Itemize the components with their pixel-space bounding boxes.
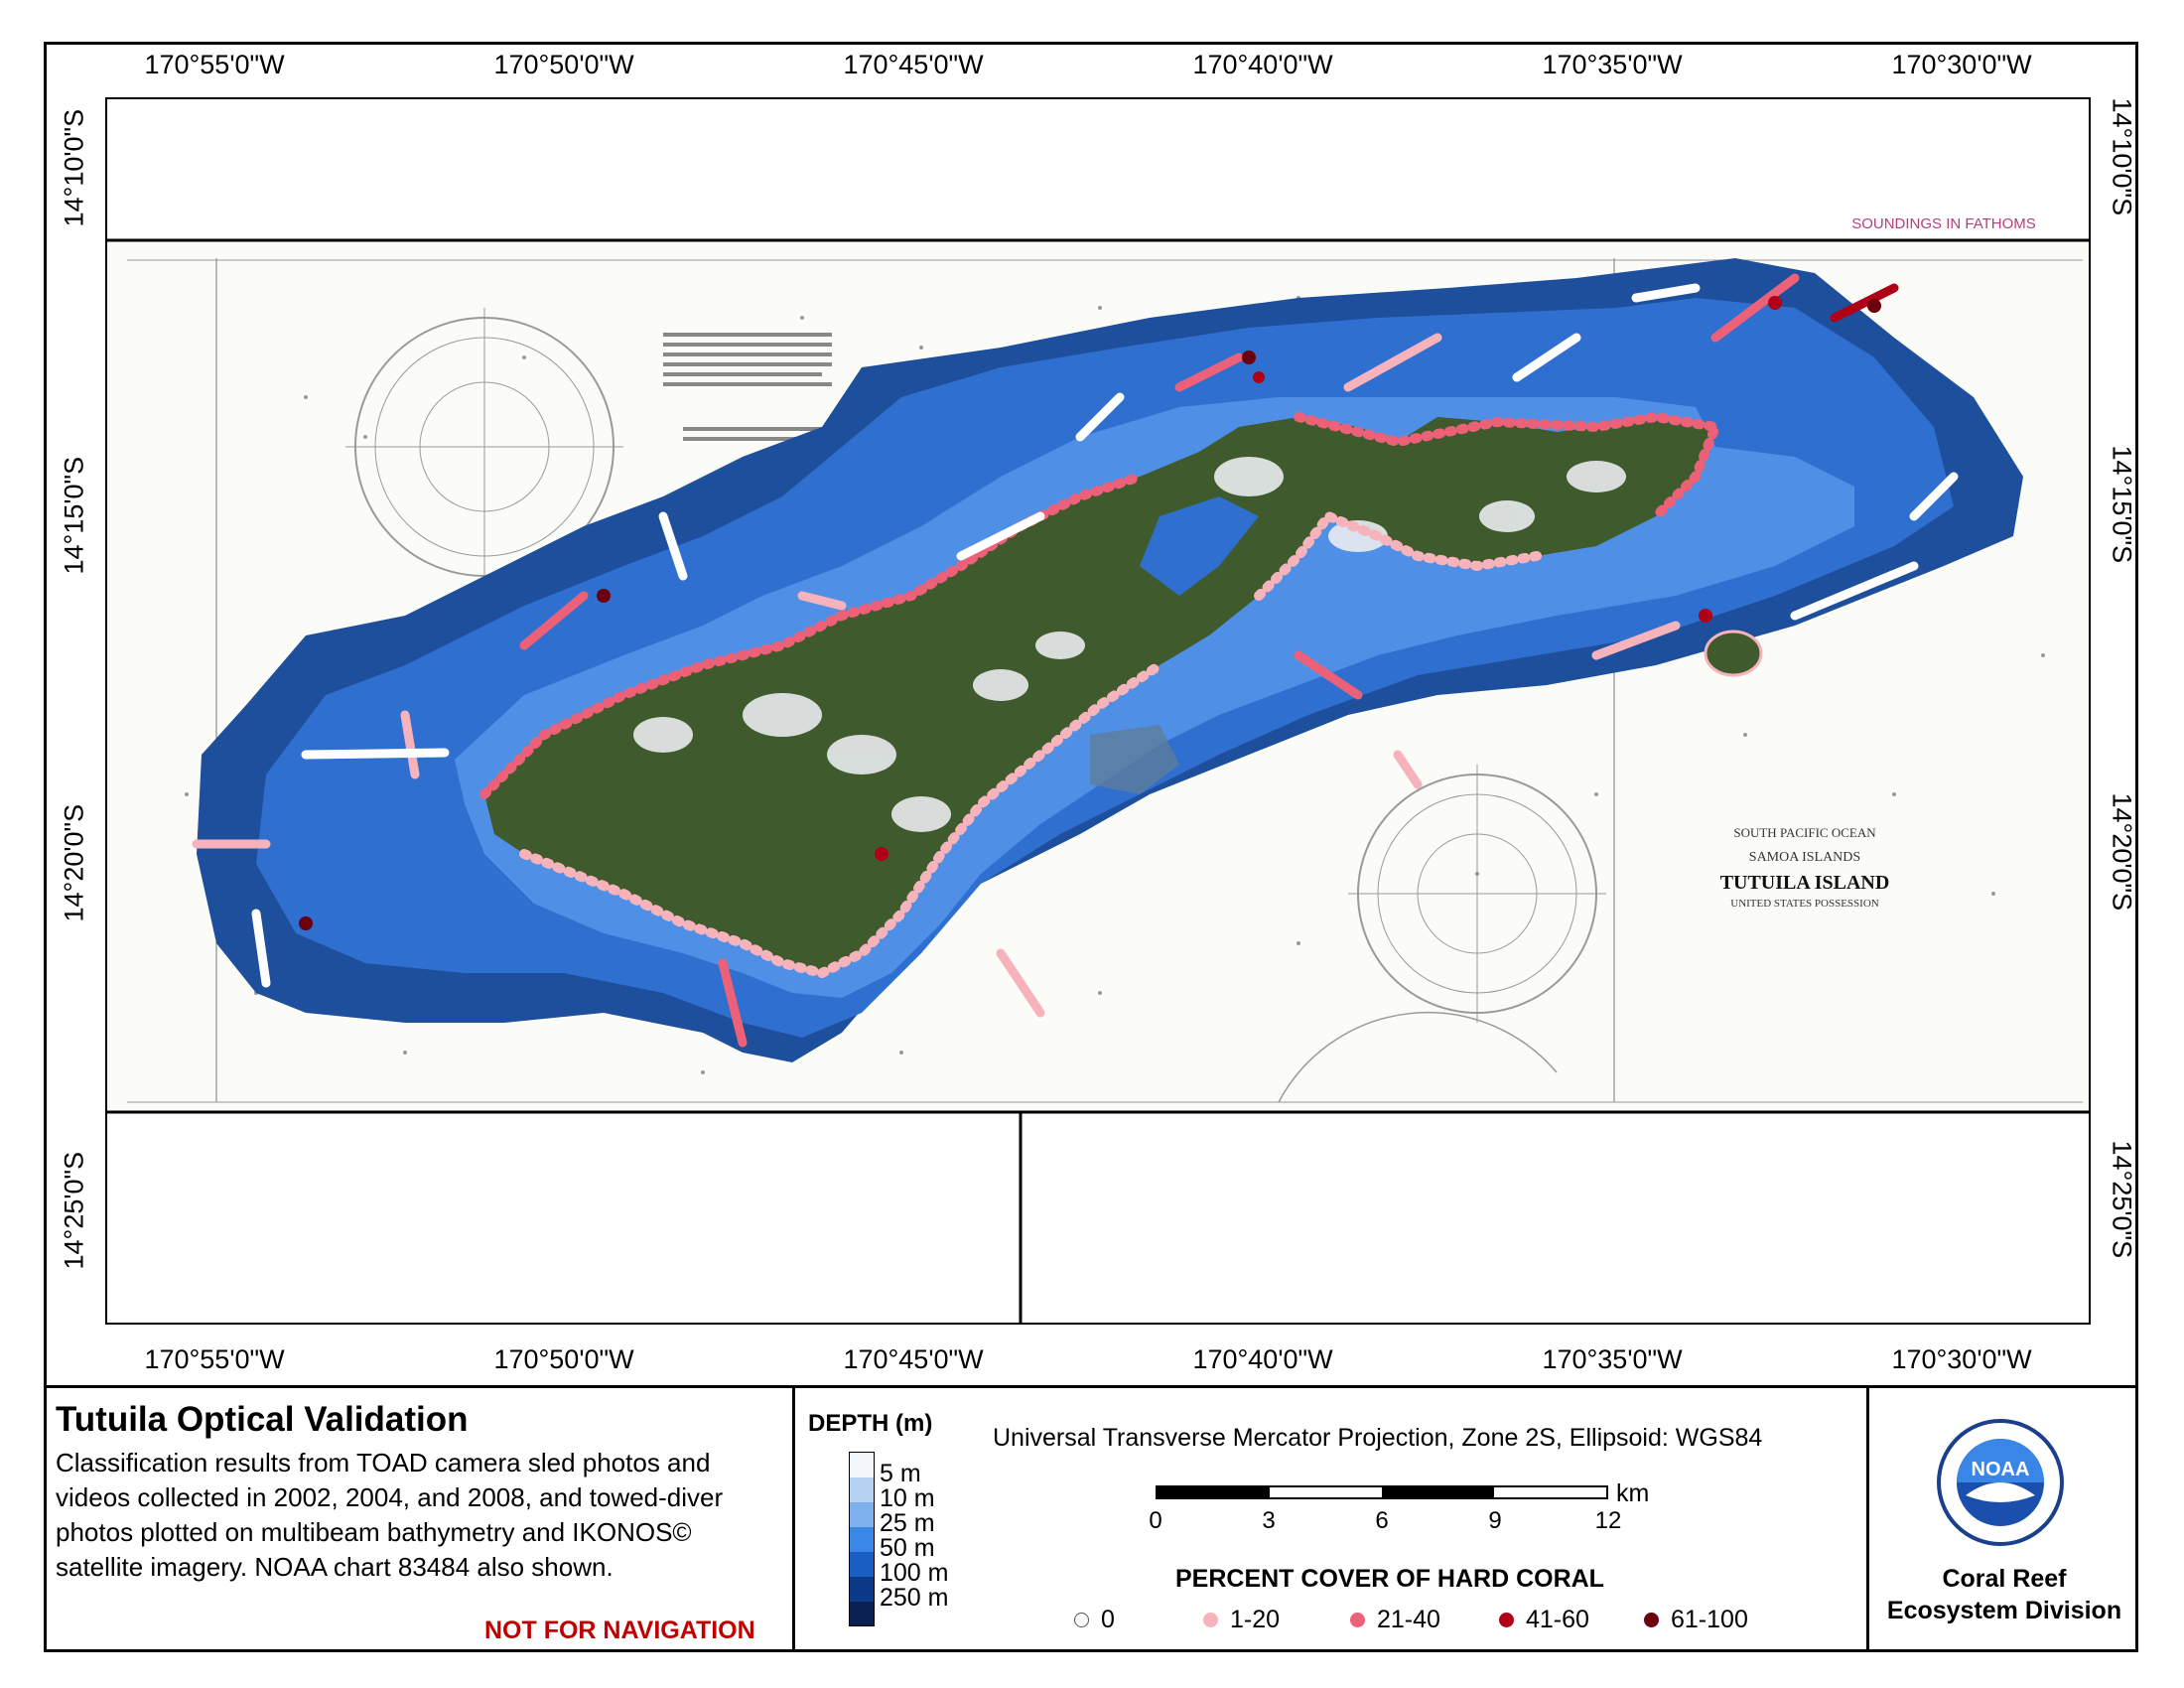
coral-class-label: 61-100 [1671,1606,1748,1633]
map-canvas [107,99,2091,1325]
depth-swatch [850,1527,874,1552]
lon-label: 170°55'0"W [144,50,285,79]
organization-line: Ecosystem Division [1886,1597,2122,1624]
depth-label: 100 m [880,1559,949,1587]
lon-label: 170°45'0"W [843,1344,984,1374]
lat-label: 14°15'0"S [59,456,89,575]
legend-divider [792,1385,795,1652]
lat-label: 14°10'0"S [2107,97,2137,216]
depth-swatch [850,1577,874,1602]
depth-swatch [850,1552,874,1577]
legend-text [56,1400,785,1585]
coral-class-item [1644,1606,1748,1634]
coral-legend-title: PERCENT COVER OF HARD CORAL [1175,1565,1604,1593]
lon-label: 170°30'0"W [1891,50,2032,79]
legend-divider [44,1385,2138,1388]
chart-ocean-label: SOUTH PACIFIC OCEAN [1733,825,1876,840]
coral-class-item [1203,1606,1280,1634]
lon-label: 170°55'0"W [144,1344,285,1374]
scale-tick: 0 [1149,1507,1162,1534]
depth-legend-title: DEPTH (m) [808,1410,933,1437]
chart-island-label: TUTUILA ISLAND [1719,872,1890,894]
chart-possession-label: UNITED STATES POSSESSION [1730,898,1879,910]
map-title: Tutuila Optical Validation [56,1400,469,1439]
depth-label: 250 m [880,1584,949,1612]
coral-class-label: 0 [1101,1606,1115,1633]
coral-dot-icon [1644,1613,1659,1627]
coral-dot-icon [1499,1613,1514,1627]
organization-line: Coral Reef [1942,1565,2067,1593]
depth-swatch [850,1502,874,1527]
coral-class-label: 21-40 [1377,1606,1440,1633]
scale-tick: 9 [1488,1507,1502,1534]
coral-dot-icon [1074,1613,1089,1627]
organization-name [1874,1563,2134,1626]
lat-label: 14°20'0"S [59,803,89,922]
map-description: Classification results from TOAD camera sled photos and videos collected in 2002, 2004, and 2008, and towed-diver photos plotted on multibeam bathymetry and IKONOS© satellite imagery. NOAA chart 83484 also shown. [56,1448,724,1582]
lon-label: 170°45'0"W [843,50,984,79]
coral-class-label: 1-20 [1230,1606,1281,1633]
lat-label: 14°25'0"S [59,1151,89,1270]
depth-ramp [849,1452,875,1626]
lat-label: 14°20'0"S [2107,792,2137,912]
lon-label: 170°50'0"W [493,50,634,79]
lon-label: 170°30'0"W [1891,1344,2032,1374]
coral-class-item [1350,1606,1440,1634]
lon-label: 170°40'0"W [1192,1344,1333,1374]
scale-bar [1156,1485,1608,1499]
coral-class-label: 41-60 [1526,1606,1589,1633]
coral-dot-icon [1203,1613,1218,1627]
lon-label: 170°40'0"W [1192,50,1333,79]
not-for-navigation: NOT FOR NAVIGATION [484,1617,755,1644]
scale-tick: 12 [1594,1507,1622,1534]
lat-label: 14°15'0"S [2107,445,2137,564]
soundings-label: SOUNDINGS IN FATHOMS [1851,215,2036,232]
lat-label: 14°25'0"S [2107,1140,2137,1259]
legend-divider [1866,1385,1869,1652]
depth-label: 5 m [880,1460,921,1487]
depth-swatch [850,1477,874,1502]
scale-unit: km [1616,1479,1650,1507]
depth-swatch [850,1453,874,1477]
map-panel[interactable] [105,97,2091,1325]
chart-islands-label: SAMOA ISLANDS [1748,850,1861,865]
coral-class-item [1499,1606,1589,1634]
depth-label: 50 m [880,1534,935,1562]
depth-label: 25 m [880,1509,935,1537]
aunuu-islet [1706,632,1761,675]
lat-label: 14°10'0"S [59,108,89,227]
coral-class-item [1074,1606,1115,1634]
lon-label: 170°50'0"W [493,1344,634,1374]
lon-label: 170°35'0"W [1542,1344,1683,1374]
noaa-logo-text: NOAA [1971,1459,2030,1480]
scale-tick: 6 [1375,1507,1389,1534]
scale-tick: 3 [1262,1507,1276,1534]
noaa-logo [1936,1418,2065,1547]
projection-note: Universal Transverse Mercator Projection, Zone 2S, Ellipsoid: WGS84 [993,1424,1763,1452]
depth-swatch [850,1602,874,1625]
coral-dot-icon [1350,1613,1365,1627]
lon-label: 170°35'0"W [1542,50,1683,79]
depth-label: 10 m [880,1484,935,1512]
